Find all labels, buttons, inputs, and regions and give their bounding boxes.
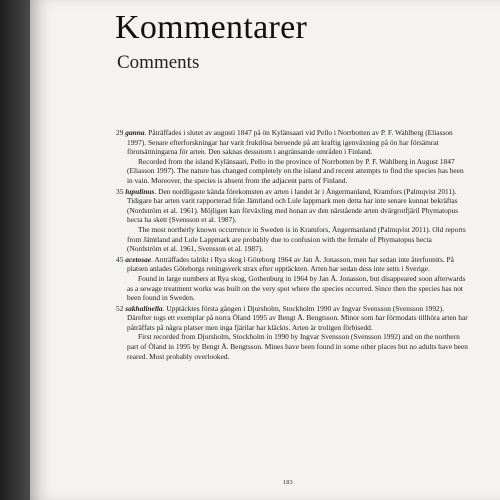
- comment-entry: [116, 255, 468, 303]
- swedish-paragraph: 45 acetosae. Anträffades talrikt i Rya skog i Göteborg 1964 av Jan Å. Jonasson, men har sedan inte återfunnits. På platsen anlades Göteborgs reningsverk strax efter upptäckten. Arten har sedan dess inte setts i Sverige.: [116, 254, 454, 274]
- comment-entry: [116, 304, 468, 362]
- english-paragraph: Recorded from the island Kylänsaari, Pello in the province of Norrbotten by P. F. Wahlberg in August 1847 (Eliasson 1997). The nature has changed completely on the island and recent attempts to find the species has been in vain. Moreover, the species is absent from the adjacent parts of Finland.: [127, 156, 464, 185]
- entry-number: 35: [116, 186, 124, 196]
- comments-body: [116, 128, 468, 362]
- page-subheading: Comments: [117, 52, 200, 73]
- taxon-name: acetosae: [125, 254, 152, 264]
- taxon-name: lupulinus: [125, 186, 155, 196]
- swedish-text: Upptäcktes första gången i Djursholm, Stockholm 1990 av Ingvar Svensson (Svensson 1992). Därefter togs ett exemplar på norra Öland 1995 av Bengt Å. Bengtsson. Minor som har förmodats tillhöra arten har påträffats på några platser men inga fjärilar har kläckts. Arten är troligen förbisedd.: [127, 303, 468, 332]
- entry-number: 45: [116, 254, 124, 264]
- swedish-paragraph: 29 ganna. Påträffades i slutet av augusti 1847 på ön Kylänsaari vid Pello i Norrbotten av P. F. Wahlberg (Eliasson 1997). Senare efterforskningar har varit fruktlösa beroende på att kraftig igenväxning på ön har försämrat förutsättningarna för arten. Den saknas dessutom i angränsande områden i Finland.: [116, 128, 453, 157]
- english-paragraph: Found in large numbers at Rya skog, Gothenburg in 1964 by Jan Å. Jonasson, but disappeared soon afterwards as a sewage treatment works was built on the very spot where the species occurred. Since then the species has not been found in Sweden.: [127, 273, 466, 303]
- taxon-name: ganna: [125, 128, 145, 137]
- comment-entry: [116, 128, 468, 186]
- english-paragraph: The most northerly known occurrence in Sweden is in Kramfors, Ångermanland (Palmqvist 2011). Old reports from Jämtland and Lule Lappmark are probably due to confusion with the female of Phymatopus hecta (Nordström et al. 1961, Svensson et al. 1987).: [127, 224, 466, 254]
- page-number: 183: [283, 479, 293, 486]
- page-heading: Kommentarer: [115, 9, 308, 46]
- swedish-text: Påträffades i slutet av augusti 1847 på ön Kylänsaari vid Pello i Norrbotten av P. F. Wahlberg (Eliasson 1997). Senare efterforskningar har varit fruktlösa beroende på att kraftig igenväxning på ön har försämrat förutsättningarna för arten. Den saknas dessutom i angränsande områden i Finland.: [127, 128, 453, 157]
- swedish-text: Den nordligaste kända förekomsten av arten i landet är i Ångermanland, Kramfors (Palmqvist 2011). Tidigare har arten varit rapporterad från Jämtland och Lule lappmark men detta har inte senare kunnat bekräftas (Nordström et al. 1961). Möjligen kan förväxling med honan av den närstående arten dvärgrotfjäril Phymatopus hecta ha skett (Svensson et al. 1987).: [127, 186, 459, 225]
- swedish-paragraph: 52 sakhalinella. Upptäcktes första gången i Djursholm, Stockholm 1990 av Ingvar Svensson (Svensson 1992). Därefter togs ett exemplar på norra Öland 1995 av Bengt Å. Bengtsson. Minor som har förmodats tillhöra arten har påträffats på några platser men inga fjärilar har kläckts. Arten är troligen förbisedd.: [116, 303, 468, 332]
- book-gutter-shadow: [0, 0, 30, 500]
- english-paragraph: First recorded from Djursholm, Stockholm in 1990 by Ingvar Svensson (Svensson 1992) and on the northern part of Öland in 1995 by Bengt Å. Bengtsson. Mines have been found in some other places but no adults have been reared. Most probably overlooked.: [127, 332, 468, 361]
- swedish-paragraph: 35 lupulinus. Den nordligaste kända förekomsten av arten i landet är i Ångermanland, Kramfors (Palmqvist 2011). Tidigare har arten varit rapporterad från Jämtland och Lule lappmark men detta har inte senare kunnat bekräftas (Nordström et al. 1961). Möjligen kan förväxling med honan av den närstående arten dvärgrotfjäril Phymatopus hecta ha skett (Svensson et al. 1987).: [116, 186, 459, 225]
- book-page: [30, 0, 500, 500]
- taxon-name: sakhalinella: [125, 303, 163, 313]
- entry-number: 29: [116, 128, 124, 137]
- swedish-text: Anträffades talrikt i Rya skog i Göteborg 1964 av Jan Å. Jonasson, men har sedan inte återfunnits. På platsen anlades Göteborgs reningsverk strax efter upptäckten. Arten har sedan dess inte setts i Sverige.: [127, 254, 454, 274]
- comment-entry: [116, 187, 468, 254]
- entry-number: 52: [116, 303, 124, 313]
